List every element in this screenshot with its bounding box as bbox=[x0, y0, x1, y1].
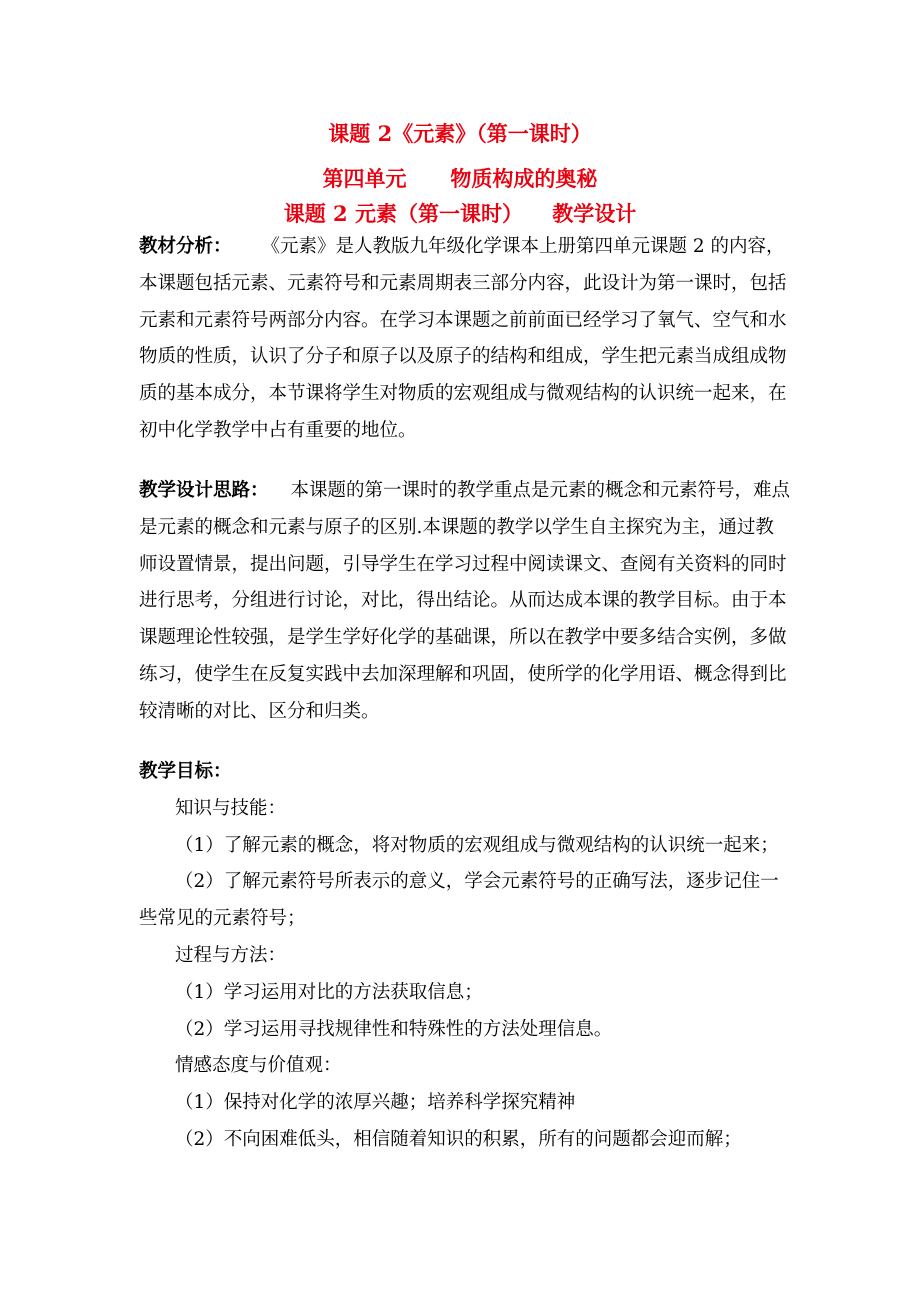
emotion-heading: 情感态度与价值观： bbox=[175, 1055, 342, 1077]
knowledge-item-continued: 些常见的元素符号； bbox=[139, 908, 306, 930]
design-idea-text: 本课题的第一课时的教学重点是元素的概念和元素符号，难点 bbox=[290, 480, 791, 501]
design-idea-line: 师设置情景，提出问题，引导学生在学习过程中阅读课文、查阅有关资料的同时 bbox=[139, 553, 787, 575]
design-idea-line: 较清晰的对比、区分和归类。 bbox=[139, 700, 380, 722]
design-idea-line: 进行思考，分组进行讨论，对比，得出结论。从而达成本课的教学目标。由于本 bbox=[139, 590, 787, 612]
design-idea-line: 课题理论性较强，是学生学好化学的基础课，所以在教学中要多结合实例，多做 bbox=[139, 627, 787, 649]
analysis-text: 《元素》是人教版九年级化学课本上册第四单元课题 2 的内容， bbox=[261, 236, 785, 257]
analysis-line: 本课题包括元素、元素符号和元素周期表三部分内容，此设计为第一课时，包括 bbox=[139, 272, 787, 294]
process-item: （2）学习运用寻找规律性和特殊性的方法处理信息。 bbox=[175, 1018, 613, 1040]
analysis-line: 元素和元素符号两部分内容。在学习本课题之前前面已经学习了氧气、空气和水 bbox=[139, 309, 787, 331]
design-idea-line: 练习，使学生在反复实践中去加深理解和巩固，使所学的化学用语、概念得到比 bbox=[139, 663, 787, 685]
design-idea-line: 是元素的概念和元素与原子的区别.本课题的教学以学生自主探究为主，通过教 bbox=[139, 516, 774, 538]
objectives-label: 教学目标： bbox=[139, 761, 232, 782]
analysis-line: 物质的性质，认识了分子和原子以及原子的结构和组成，学生把元素当成组成物 bbox=[139, 346, 787, 368]
design-idea-line bbox=[139, 473, 789, 510]
knowledge-heading: 知识与技能： bbox=[175, 797, 287, 819]
emotion-item: （1）保持对化学的浓厚兴趣；培养科学探究精神 bbox=[175, 1092, 576, 1114]
analysis-line: 质的基本成分，本节课将学生对物质的宏观组成与微观结构的认识统一起来，在 bbox=[139, 383, 787, 405]
analysis-label: 教材分析： bbox=[139, 236, 232, 257]
analysis-section bbox=[139, 229, 789, 450]
process-item: （1）学习运用对比的方法获取信息； bbox=[175, 981, 483, 1003]
design-title: 课题 2 元素（第一课时） 教学设计 bbox=[283, 201, 637, 226]
knowledge-item: （2）了解元素符号所表示的意义，学会元素符号的正确写法，逐步记住一 bbox=[175, 871, 779, 893]
analysis-line: 初中化学教学中占有重要的地位。 bbox=[139, 419, 417, 441]
design-idea-section bbox=[139, 473, 789, 731]
emotion-item: （2）不向困难低头，相信随着知识的积累，所有的问题都会迎而解； bbox=[175, 1128, 742, 1150]
process-heading: 过程与方法： bbox=[175, 944, 287, 966]
main-title: 课题 2《元素》（第一课时） bbox=[328, 121, 592, 146]
objectives-section bbox=[139, 754, 789, 1159]
design-idea-label: 教学设计思路： bbox=[139, 480, 269, 501]
knowledge-item: （1）了解元素的概念，将对物质的宏观组成与微观结构的认识统一起来； bbox=[175, 834, 779, 856]
analysis-line bbox=[139, 229, 789, 266]
unit-title: 第四单元 物质构成的奥秘 bbox=[322, 166, 598, 191]
